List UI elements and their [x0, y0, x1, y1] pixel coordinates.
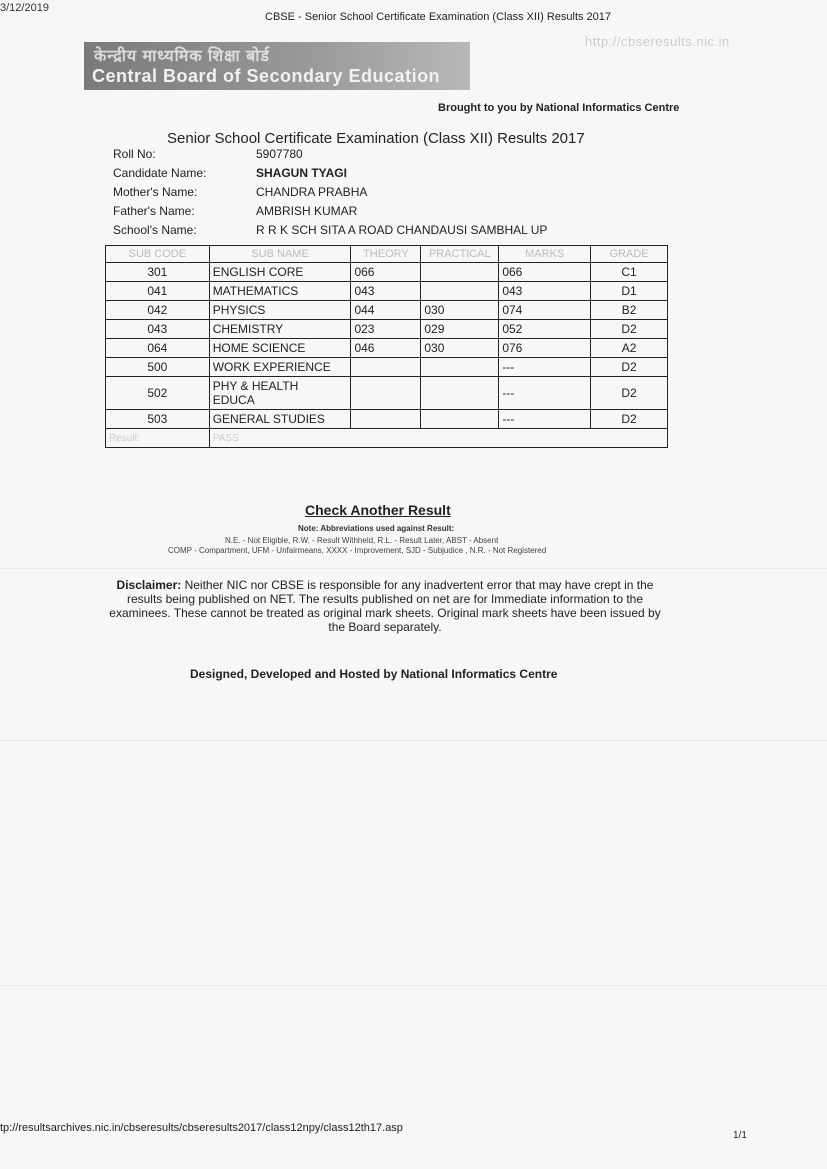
result-row	[106, 429, 668, 448]
col-header: SUB CODE	[106, 246, 210, 263]
practical	[421, 358, 499, 377]
col-header: THEORY	[351, 246, 421, 263]
practical: 030	[421, 339, 499, 358]
page-number: 1/1	[733, 1130, 747, 1141]
marks: ---	[499, 410, 591, 429]
grade: B2	[591, 301, 668, 320]
col-header: SUB NAME	[209, 246, 351, 263]
sub-code: 503	[106, 410, 210, 429]
school-value: R R K SCH SITA A ROAD CHANDAUSI SAMBHAL UP	[256, 223, 548, 237]
result-value: PASS	[209, 429, 667, 448]
roll-label: Roll No:	[113, 147, 156, 161]
theory	[351, 377, 421, 410]
marks: 043	[499, 282, 591, 301]
sub-name: CHEMISTRY	[209, 320, 351, 339]
marks-table	[105, 245, 668, 448]
practical	[421, 377, 499, 410]
theory: 066	[351, 263, 421, 282]
name-value: SHAGUN TYAGI	[256, 166, 347, 180]
print-title: CBSE - Senior School Certificate Examination (Class XII) Results 2017	[265, 11, 612, 23]
marks: 074	[499, 301, 591, 320]
col-header: PRACTICAL	[421, 246, 499, 263]
practical: 029	[421, 320, 499, 339]
disclaimer-label: Disclaimer:	[116, 578, 182, 592]
notes-title: Note: Abbreviations used against Result:	[298, 524, 455, 533]
mother-value: CHANDRA PRABHA	[256, 185, 368, 199]
sub-code: 041	[106, 282, 210, 301]
marks: 066	[499, 263, 591, 282]
theory: 046	[351, 339, 421, 358]
table-row	[106, 410, 668, 429]
table-header-row	[106, 246, 668, 263]
print-footer-url: tp://resultsarchives.nic.in/cbseresults/cbseresults2017/class12npy/class12th17.asp	[0, 1122, 403, 1134]
sub-name: MATHEMATICS	[209, 282, 351, 301]
sub-code: 502	[106, 377, 210, 410]
theory: 044	[351, 301, 421, 320]
sub-name	[209, 377, 351, 410]
print-date: 3/12/2019	[0, 2, 49, 14]
grade: C1	[591, 263, 668, 282]
print-url: http://cbseresults.nic.in	[585, 34, 730, 49]
notes-line1: N.E. - Not Eligible, R.W. - Result Withheld, R.L. - Result Later, ABST - Absent	[225, 536, 499, 545]
sub-name: ENGLISH CORE	[209, 263, 351, 282]
father-label: Father's Name:	[113, 204, 195, 218]
designed-by: Designed, Developed and Hosted by National Informatics Centre	[190, 667, 558, 681]
grade: D2	[591, 377, 668, 410]
sub-name: GENERAL STUDIES	[209, 410, 351, 429]
sub-code: 064	[106, 339, 210, 358]
check-another-result-link[interactable]: Check Another Result	[305, 502, 451, 518]
paper-crease	[0, 740, 827, 741]
sub-code: 500	[106, 358, 210, 377]
grade: D2	[591, 410, 668, 429]
name-label: Candidate Name:	[113, 166, 207, 180]
theory	[351, 410, 421, 429]
sub-name-line2: EDUCA	[212, 393, 255, 407]
col-header: GRADE	[591, 246, 668, 263]
marks: 052	[499, 320, 591, 339]
sub-code: 042	[106, 301, 210, 320]
mother-label: Mother's Name:	[113, 185, 198, 199]
table-row	[106, 263, 668, 282]
paper-crease	[0, 568, 827, 569]
grade: D1	[591, 282, 668, 301]
result-label: Result:	[106, 429, 210, 448]
table-row	[106, 377, 668, 410]
table-row	[106, 320, 668, 339]
grade: D2	[591, 358, 668, 377]
theory	[351, 358, 421, 377]
roll-value: 5907780	[256, 147, 303, 161]
practical	[421, 410, 499, 429]
sub-code: 043	[106, 320, 210, 339]
marks: ---	[499, 377, 591, 410]
sub-code: 301	[106, 263, 210, 282]
sub-name: HOME SCIENCE	[209, 339, 351, 358]
table-row	[106, 301, 668, 320]
sub-name-line1: PHY & HEALTH	[212, 379, 299, 393]
table-row	[106, 358, 668, 377]
page-title: Senior School Certificate Examination (Class XII) Results 2017	[167, 130, 585, 147]
notes-line2: COMP - Compartment, UFM - Unfairmeans, XXXX - Improvement, SJD - Subjudice , N.R. - Not Registered	[168, 546, 547, 555]
col-header: MARKS	[499, 246, 591, 263]
paper-crease	[0, 985, 827, 986]
school-label: School's Name:	[113, 223, 197, 237]
practical: 030	[421, 301, 499, 320]
marks: 076	[499, 339, 591, 358]
theory: 023	[351, 320, 421, 339]
marks: ---	[499, 358, 591, 377]
disclaimer	[105, 578, 665, 634]
sub-name: PHYSICS	[209, 301, 351, 320]
banner-hindi: केन्द्रीय माध्यमिक शिक्षा बोर्ड	[94, 48, 270, 65]
cbse-banner-logo	[84, 42, 470, 90]
grade: D2	[591, 320, 668, 339]
theory: 043	[351, 282, 421, 301]
banner-english: Central Board of Secondary Education	[92, 66, 441, 86]
disclaimer-text: Neither NIC nor CBSE is responsible for any inadvertent error that may have crept in the results being published on NET. The results published on net are for Immediate information to the examinees. These cannot be treated as original mark sheets. Original mark sheets have been issued by the Board separately.	[109, 578, 661, 634]
father-value: AMBRISH KUMAR	[256, 204, 358, 218]
table-row	[106, 339, 668, 358]
practical	[421, 263, 499, 282]
practical	[421, 282, 499, 301]
sub-name: WORK EXPERIENCE	[209, 358, 351, 377]
brought-by: Brought to you by National Informatics Centre	[438, 102, 680, 114]
table-row	[106, 282, 668, 301]
grade: A2	[591, 339, 668, 358]
